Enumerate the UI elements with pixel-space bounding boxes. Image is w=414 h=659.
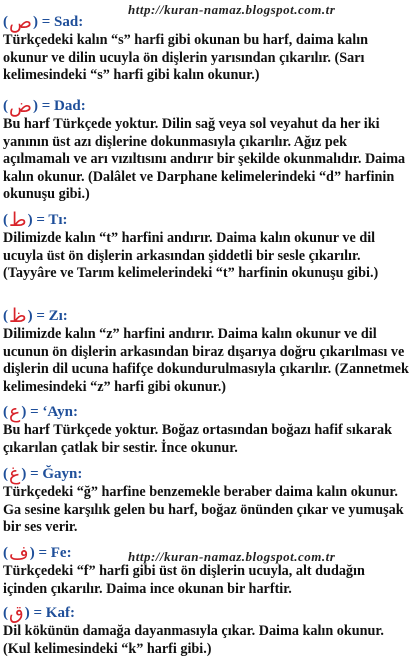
arabic-letter: ق [9, 602, 24, 624]
section-gayn [3, 464, 409, 537]
letter-name: = Zı: [36, 308, 68, 324]
section-text: Türkçedeki “ğ” harfine benzemekle beraber daima kalın okunur. Ga sesine karşılık gelen bu harf, boğaz önünden çıkar ve yumuşak bir ses verir. [3, 484, 404, 536]
letter-name: = Dad: [41, 98, 86, 114]
section-zi [3, 306, 409, 396]
letter-name: = Sad: [41, 14, 84, 30]
arabic-letter: ف [9, 542, 29, 564]
watermark-url: http://kuran-namaz.blogspot.com.tr [128, 549, 336, 564]
section-heading: (ص) = Sad: [3, 11, 84, 33]
watermark-url: http://kuran-namaz.blogspot.com.tr [128, 2, 336, 17]
section-text: Dil kökünün damağa dayanmasıyla çıkar. Daima kalın okunur. (Kul kelimesindeki “k” harfi gibi.) [3, 623, 384, 657]
section-dad [3, 96, 409, 204]
letter-name: = Fe: [38, 545, 72, 561]
section-heading: (غ) = Ğayn: [3, 463, 83, 485]
section-sad [3, 12, 409, 85]
section-text: Bu harf Türkçede yoktur. Dilin sağ veya sol veyahut da her iki yanının üst azı dişlerine dokunmasıyla çıkarılır. Ağız pek açılmamalı ve arı vızıltısını andırır bir şekilde okunmalıdır. Daima kalın okunur. (Dalâlet ve Darphane kelimelerindeki “d” harfinin okunuşu gibi.) [3, 116, 406, 203]
letter-name: = Tı: [36, 212, 68, 228]
arabic-letter: ض [9, 95, 32, 117]
section-heading: (ظ) = Zı: [3, 305, 68, 327]
section-text: Dilimizde kalın “z” harfini andırır. Daima kalın okunur ve dil ucunun ön dişlerin arkasından biraz dışarıya doğru çıkarılması ve dişlerin dil ucuna hafifçe dokundurulmasıyla çıkarılır. (Zannetmek kelimesindeki “z” harfi gibi okunur.) [3, 326, 409, 395]
letter-name: = ‘Ayn: [30, 404, 78, 420]
letter-name: = Ğayn: [30, 466, 83, 482]
section-heading: (ف) = Fe: [3, 542, 72, 564]
section-heading: (ض) = Dad: [3, 95, 86, 117]
section-heading: (ع) = ‘Ayn: [3, 401, 78, 423]
arabic-letter: ص [9, 11, 32, 33]
section-text: Dilimizde kalın “t” harfini andırır. Daima kalın okunur ve dil ucuyla üst ön dişlerin arkasından şiddetli bir sesle çıkarılır. (Tayyâre ve Tarım kelimelerindeki “t” harfinin okunuşu gibi.) [3, 230, 379, 282]
section-text: Türkçedeki “f” harfi gibi üst ön dişlerin ucuyla, alt dudağın içinden çıkarılır. Daima ince okunan bir harftir. [3, 563, 365, 597]
arabic-letter: ع [9, 401, 21, 423]
section-ti [3, 210, 409, 283]
section-kaf [3, 603, 409, 658]
section-text: Bu harf Türkçede yoktur. Boğaz ortasından boğazı hafif sıkarak çıkarılan çatlak bir sestir. İnce okunur. [3, 422, 393, 456]
arabic-letter: ط [9, 209, 27, 231]
letter-name: = Kaf: [33, 605, 75, 621]
section-ayn [3, 402, 409, 457]
arabic-letter: غ [9, 463, 21, 485]
section-heading: (ق) = Kaf: [3, 602, 75, 624]
section-text: Türkçedeki kalın “s” harfi gibi okunan bu harf, daima kalın okunur ve dilin ucuyla ön dişlerin yarısından çıkarılır. (Sarı kelimesindeki “s” harfi gibi kalın okunur.) [3, 32, 369, 84]
section-heading: (ط) = Tı: [3, 209, 68, 231]
arabic-letter: ظ [9, 305, 27, 327]
